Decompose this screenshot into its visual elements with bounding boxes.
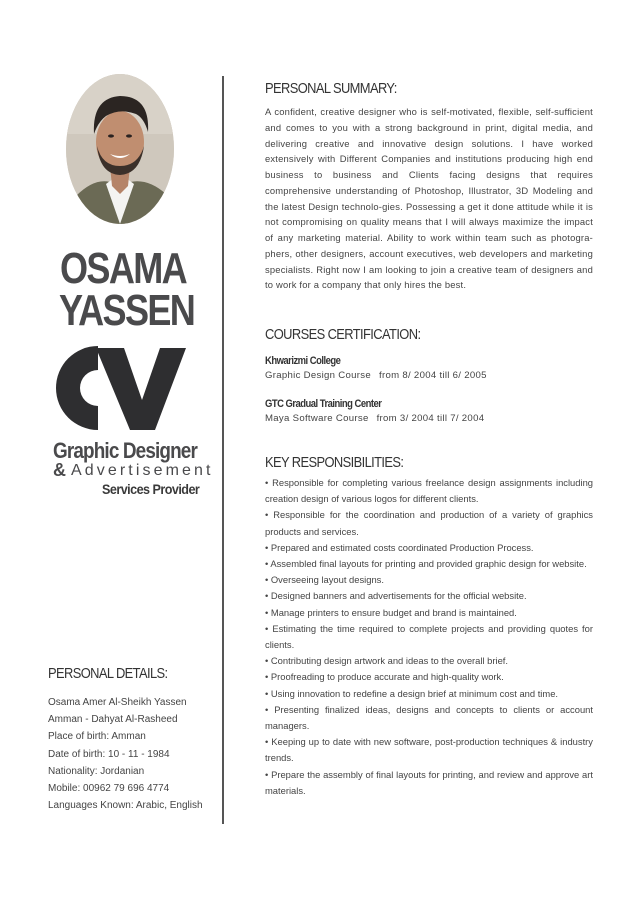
- course-detail: [265, 413, 484, 424]
- responsibility-item: • Overseeing layout designs.: [265, 574, 384, 586]
- responsibilities-heading: KEY RESPONSIBILITIES:: [265, 454, 404, 471]
- personal-summary-heading: PERSONAL SUMMARY:: [265, 80, 397, 97]
- responsibility-item: • Proofreading to produce accurate and high-quality work.: [265, 671, 504, 683]
- personal-details-heading: PERSONAL DETAILS:: [48, 665, 168, 682]
- responsibilities-list: [265, 475, 593, 799]
- course-entry: [265, 355, 487, 381]
- course-name: Graphic Design Course: [265, 370, 372, 381]
- column-divider: [222, 76, 224, 824]
- course-school: Khwarizmi College: [265, 355, 341, 367]
- responsibility-item: • Keeping up to date with new software, post-production techniques & industry trends.: [265, 736, 593, 764]
- responsibility-item: • Responsible for the coordination and production of a variety of graphics products and services.: [265, 509, 593, 537]
- first-name: OSAMA: [60, 244, 187, 293]
- responsibility-item: • Estimating the time required to complete projects and providing quotes for clients.: [265, 622, 593, 651]
- responsibility-item: • Manage printers to ensure budget and brand is maintained.: [265, 606, 517, 618]
- responsibility-item: • Prepare the assembly of final layouts for printing, and review and approve art materials.: [265, 768, 593, 796]
- course-name: Maya Software Course: [265, 413, 369, 424]
- detail-mobile: Mobile: 00962 79 696 4774: [48, 782, 170, 794]
- detail-full-name: Osama Amer Al-Sheikh Yassen: [48, 697, 187, 708]
- course-school: GTC Gradual Training Center: [265, 398, 382, 410]
- detail-address: Amman - Dahyat Al-Rasheed: [48, 714, 178, 726]
- personal-details-list: [48, 694, 203, 814]
- responsibility-item: • Responsible for completing various freelance design assignments including creation design of various logos for different clients.: [265, 477, 593, 505]
- last-name: YASSEN: [59, 286, 195, 335]
- personal-summary-text: A confident, creative designer who is self-motivated, flexible, self-sufficient and comes to you with a strong background in print, digital media, and delivering creative and innovative design solutions. I have worked extensively with Different Companies and institutions producing high end business to business and Clients facing designs that requires comprehensive understanding of Photoshop, Illustrator, 3D Modeling and the latest Design technolo-gies. Possessing a get it done attitude while it is not compromising on quality means that I will always maximize the impact of any marketing material. Ability to work within team such as photogra-phers, other designers, account executives, web developers and marketing specialists. Right now I am looking to join a creative team of designers and to work for a company that only hires the best.: [265, 106, 593, 291]
- detail-place-of-birth: Place of birth: Amman: [48, 731, 146, 743]
- responsibility-item: • Presenting finalized ideas, designs and concepts to clients or account managers.: [265, 703, 593, 732]
- responsibility-item: • Contributing design artwork and ideas to the overall brief.: [265, 655, 508, 667]
- profile-photo: [66, 74, 174, 224]
- job-title-services: Services Provider: [102, 481, 200, 497]
- detail-date-of-birth: Date of birth: 10 - 11 - 1984: [48, 748, 170, 760]
- course-entry: [265, 398, 484, 424]
- responsibility-item: • Using innovation to redefine a design brief at minimum cost and time.: [265, 687, 559, 699]
- courses-heading: COURSES CERTIFICATION:: [265, 326, 421, 343]
- job-title-advertisement: Advertisement: [71, 462, 214, 479]
- responsibility-item: • Designed banners and advertisements for the official website.: [265, 590, 527, 602]
- course-detail: [265, 370, 487, 381]
- course-dates: from 8/ 2004 till 6/ 2005: [379, 370, 487, 381]
- course-dates: from 3/ 2004 till 7/ 2004: [376, 413, 485, 424]
- responsibility-item: • Prepared and estimated costs coordinated Production Process.: [265, 541, 534, 553]
- cv-logo-icon: [52, 344, 186, 432]
- title-ampersand: &: [53, 460, 66, 480]
- job-title: Graphic Designer: [53, 438, 197, 463]
- responsibility-item: • Assembled final layouts for printing and provided graphic design for website.: [265, 558, 587, 570]
- detail-languages: Languages Known: Arabic, English: [48, 800, 203, 812]
- detail-nationality: Nationality: Jordanian: [48, 765, 145, 777]
